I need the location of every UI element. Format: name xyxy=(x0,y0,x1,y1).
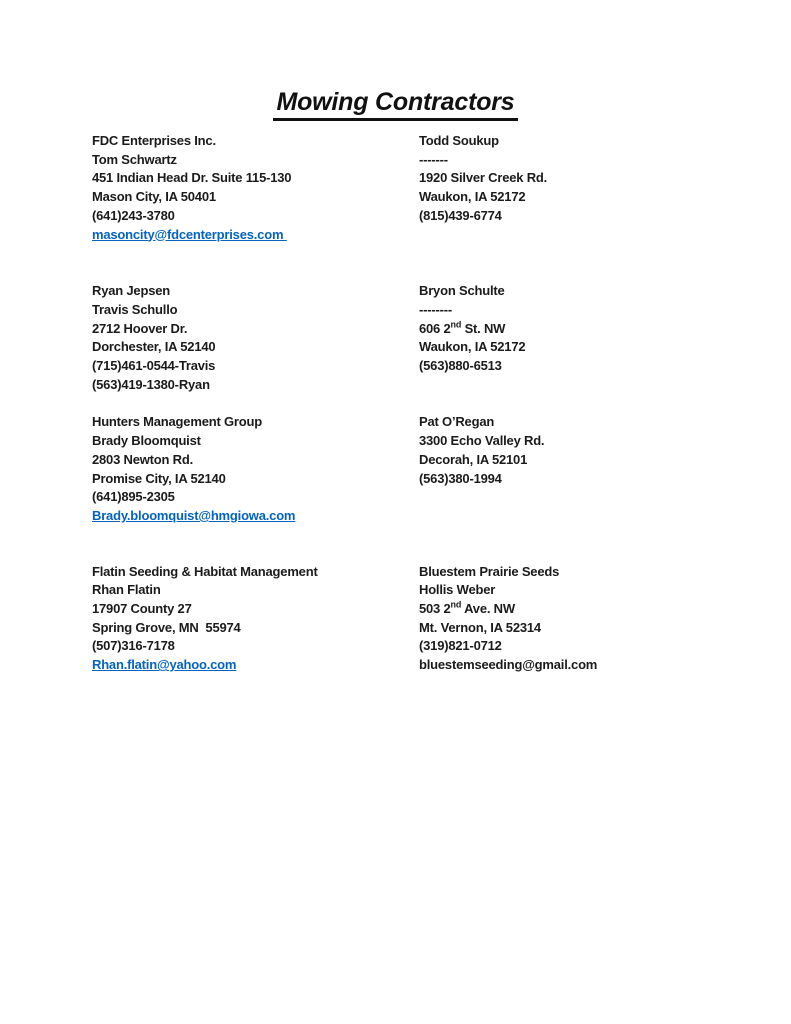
page-title: Mowing Contractors xyxy=(273,88,517,121)
contact-block-hunters-management xyxy=(92,413,419,525)
city-state-zip: Promise City, IA 52140 xyxy=(92,470,226,486)
phone-number: (507)316-7178 xyxy=(92,638,175,654)
company-name: Hunters Management Group xyxy=(92,414,262,430)
contact-person: Hollis Weber xyxy=(419,582,496,598)
address-number: 606 2 xyxy=(419,320,451,336)
street-address: 2803 Newton Rd. xyxy=(92,451,194,467)
street-address: 451 Indian Head Dr. Suite 115-130 xyxy=(92,170,292,186)
street-address xyxy=(419,600,791,619)
address-number: 503 2 xyxy=(419,601,451,617)
contact-person: Rhan Flatin xyxy=(92,582,161,598)
company-name: Flatin Seeding & Habitat Management xyxy=(92,563,318,579)
contact-block-flatin-seeding xyxy=(92,563,419,675)
contact-row-4 xyxy=(92,563,791,675)
street-address: 1920 Silver Creek Rd. xyxy=(419,170,548,186)
email-line xyxy=(92,656,419,675)
email-link-flatin[interactable]: Rhan.flatin@yahoo.com xyxy=(92,657,237,673)
contact-row-3 xyxy=(92,413,791,525)
street-address: 17907 County 27 xyxy=(92,601,192,617)
city-state-zip: Mt. Vernon, IA 52314 xyxy=(419,619,541,635)
divider-dashes: -------- xyxy=(419,301,453,317)
contractor-list xyxy=(0,132,791,675)
contact-person: Brady Bloomquist xyxy=(92,433,201,449)
phone-number: (563)380-1994 xyxy=(419,470,502,486)
street-address: 2712 Hoover Dr. xyxy=(92,320,188,336)
contact-block-ryan-jepsen xyxy=(92,282,419,394)
title-container xyxy=(0,88,791,121)
contact-person: Ryan Jepsen xyxy=(92,283,171,299)
email-link-hmg[interactable]: Brady.bloomquist@hmgiowa.com xyxy=(92,507,296,523)
contact-block-bryon-schulte xyxy=(419,282,791,376)
contact-person: Pat O’Regan xyxy=(419,414,495,430)
address-street: St. NW xyxy=(461,320,506,336)
contact-person-2: Travis Schullo xyxy=(92,301,178,317)
contact-row-2 xyxy=(92,282,791,394)
city-state-zip: Dorchester, IA 52140 xyxy=(92,339,216,355)
contact-block-todd-soukup xyxy=(419,132,791,226)
city-state-zip: Decorah, IA 52101 xyxy=(419,451,528,467)
address-street: Ave. NW xyxy=(461,601,515,617)
contact-person: Todd Soukup xyxy=(419,133,499,148)
street-address xyxy=(419,320,791,339)
contact-block-pat-oregan xyxy=(419,413,791,488)
contact-person: Tom Schwartz xyxy=(92,151,177,167)
address-ordinal-suffix: nd xyxy=(450,319,462,330)
city-state-zip: Waukon, IA 52172 xyxy=(419,189,526,205)
address-ordinal-suffix: nd xyxy=(450,599,462,610)
phone-number-ryan: (563)419-1380-Ryan xyxy=(92,376,210,392)
phone-number: (563)880-6513 xyxy=(419,358,502,374)
street-address: 3300 Echo Valley Rd. xyxy=(419,433,545,449)
divider-dashes: ------- xyxy=(419,151,448,167)
email-line xyxy=(92,226,419,245)
contact-row-1 xyxy=(92,132,791,244)
contact-block-bluestem-prairie xyxy=(419,563,791,675)
contact-person: Bryon Schulte xyxy=(419,283,505,299)
contact-block-fdc-enterprises xyxy=(92,132,419,244)
phone-number: (319)821-0712 xyxy=(419,638,502,654)
company-name: Bluestem Prairie Seeds xyxy=(419,563,560,579)
email-link-fdc[interactable]: masoncity@fdcenterprises.com xyxy=(92,226,287,242)
phone-number-travis: (715)461-0544-Travis xyxy=(92,358,216,374)
city-state-zip: Spring Grove, MN 55974 xyxy=(92,619,241,635)
city-state-zip: Mason City, IA 50401 xyxy=(92,189,216,205)
company-name: FDC Enterprises Inc. xyxy=(92,133,216,148)
email-plain-text: bluestemseeding@gmail.com xyxy=(419,657,598,673)
city-state-zip: Waukon, IA 52172 xyxy=(419,339,526,355)
phone-number: (815)439-6774 xyxy=(419,207,502,223)
phone-number: (641)243-3780 xyxy=(92,207,175,223)
phone-number: (641)895-2305 xyxy=(92,489,175,505)
email-line xyxy=(92,507,419,526)
